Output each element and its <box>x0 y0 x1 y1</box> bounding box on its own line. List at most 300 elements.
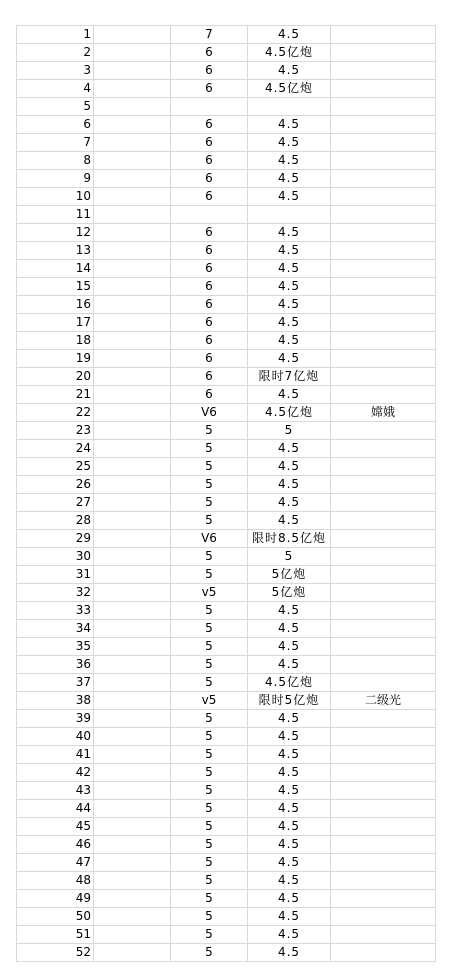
cell-value[interactable]: 4.5 <box>248 242 331 260</box>
cell-empty[interactable] <box>94 530 171 548</box>
cell-level[interactable]: V6 <box>171 404 248 422</box>
cell-row-number[interactable]: 15 <box>17 278 94 296</box>
cell-empty[interactable] <box>94 584 171 602</box>
cell-level[interactable]: 5 <box>171 656 248 674</box>
cell-note[interactable] <box>331 620 436 638</box>
cell-level[interactable]: 6 <box>171 62 248 80</box>
cell-row-number[interactable]: 43 <box>17 782 94 800</box>
cell-note[interactable] <box>331 152 436 170</box>
cell-empty[interactable] <box>94 944 171 962</box>
table-row <box>17 872 436 890</box>
cell-level[interactable]: 5 <box>171 476 248 494</box>
cell-value[interactable]: 4.5 <box>248 890 331 908</box>
cell-level[interactable]: 5 <box>171 782 248 800</box>
cell-row-number[interactable]: 33 <box>17 602 94 620</box>
cell-note[interactable] <box>331 548 436 566</box>
cell-row-number[interactable]: 45 <box>17 818 94 836</box>
cell-empty[interactable] <box>94 170 171 188</box>
cell-row-number[interactable]: 9 <box>17 170 94 188</box>
cell-value[interactable]: 4.5 <box>248 188 331 206</box>
cell-empty[interactable] <box>94 854 171 872</box>
cell-value[interactable]: 4.5 <box>248 152 331 170</box>
cell-empty[interactable] <box>94 566 171 584</box>
cell-note[interactable] <box>331 98 436 116</box>
cell-note[interactable] <box>331 44 436 62</box>
cell-note[interactable] <box>331 368 436 386</box>
cell-note[interactable] <box>331 674 436 692</box>
cell-empty[interactable] <box>94 278 171 296</box>
cell-empty[interactable] <box>94 494 171 512</box>
cell-empty[interactable] <box>94 746 171 764</box>
cell-empty[interactable] <box>94 638 171 656</box>
cell-value[interactable]: 4.5 <box>248 602 331 620</box>
cell-note[interactable] <box>331 62 436 80</box>
cell-empty[interactable] <box>94 296 171 314</box>
cell-level[interactable]: 6 <box>171 260 248 278</box>
cell-level[interactable]: 6 <box>171 368 248 386</box>
table-row <box>17 710 436 728</box>
cell-value[interactable]: 5亿炮 <box>248 584 331 602</box>
cell-level[interactable]: v5 <box>171 692 248 710</box>
cell-row-number[interactable]: 14 <box>17 260 94 278</box>
table-row <box>17 602 436 620</box>
cell-row-number[interactable]: 22 <box>17 404 94 422</box>
cell-value[interactable]: 5亿炮 <box>248 566 331 584</box>
cell-level[interactable]: 6 <box>171 386 248 404</box>
table-row <box>17 368 436 386</box>
cell-value[interactable]: 4.5 <box>248 854 331 872</box>
table-row <box>17 926 436 944</box>
cell-note[interactable] <box>331 278 436 296</box>
cell-row-number[interactable]: 4 <box>17 80 94 98</box>
cell-row-number[interactable]: 5 <box>17 98 94 116</box>
cell-value[interactable]: 4.5 <box>248 494 331 512</box>
cell-level[interactable]: 6 <box>171 152 248 170</box>
cell-value[interactable]: 4.5 <box>248 116 331 134</box>
cell-row-number[interactable]: 40 <box>17 728 94 746</box>
cell-row-number[interactable]: 41 <box>17 746 94 764</box>
table-row <box>17 782 436 800</box>
cell-value[interactable]: 4.5 <box>248 26 331 44</box>
cell-note[interactable] <box>331 386 436 404</box>
cell-value[interactable]: 4.5亿炮 <box>248 80 331 98</box>
table-row <box>17 422 436 440</box>
cell-note[interactable] <box>331 656 436 674</box>
cell-value[interactable]: 4.5 <box>248 62 331 80</box>
cell-empty[interactable] <box>94 782 171 800</box>
spreadsheet-body <box>17 26 436 962</box>
cell-row-number[interactable]: 47 <box>17 854 94 872</box>
cell-level[interactable]: 6 <box>171 116 248 134</box>
cell-note[interactable] <box>331 188 436 206</box>
cell-note[interactable] <box>331 854 436 872</box>
cell-level[interactable]: 6 <box>171 134 248 152</box>
cell-note[interactable] <box>331 494 436 512</box>
cell-value[interactable]: 4.5 <box>248 224 331 242</box>
cell-value[interactable]: 5 <box>248 548 331 566</box>
cell-note[interactable] <box>331 818 436 836</box>
cell-value[interactable]: 4.5 <box>248 512 331 530</box>
cell-empty[interactable] <box>94 116 171 134</box>
cell-note[interactable] <box>331 422 436 440</box>
cell-note[interactable] <box>331 890 436 908</box>
cell-value[interactable]: 4.5 <box>248 710 331 728</box>
cell-empty[interactable] <box>94 152 171 170</box>
cell-empty[interactable] <box>94 188 171 206</box>
cell-value[interactable]: 4.5 <box>248 926 331 944</box>
cell-level[interactable]: 5 <box>171 890 248 908</box>
cell-empty[interactable] <box>94 62 171 80</box>
cell-level[interactable]: 5 <box>171 638 248 656</box>
cell-row-number[interactable]: 8 <box>17 152 94 170</box>
cell-value[interactable]: 4.5 <box>248 386 331 404</box>
table-row <box>17 890 436 908</box>
cell-note[interactable] <box>331 584 436 602</box>
cell-row-number[interactable]: 28 <box>17 512 94 530</box>
cell-row-number[interactable]: 42 <box>17 764 94 782</box>
cell-row-number[interactable]: 6 <box>17 116 94 134</box>
cell-empty[interactable] <box>94 242 171 260</box>
cell-level[interactable]: 5 <box>171 764 248 782</box>
cell-empty[interactable] <box>94 836 171 854</box>
cell-row-number[interactable]: 32 <box>17 584 94 602</box>
cell-row-number[interactable]: 49 <box>17 890 94 908</box>
cell-row-number[interactable]: 44 <box>17 800 94 818</box>
cell-level[interactable]: v5 <box>171 584 248 602</box>
cell-row-number[interactable]: 16 <box>17 296 94 314</box>
cell-note[interactable] <box>331 926 436 944</box>
cell-empty[interactable] <box>94 350 171 368</box>
cell-empty[interactable] <box>94 404 171 422</box>
cell-note[interactable] <box>331 602 436 620</box>
cell-level[interactable]: 5 <box>171 602 248 620</box>
cell-level[interactable] <box>171 98 248 116</box>
cell-row-number[interactable]: 31 <box>17 566 94 584</box>
table-row <box>17 494 436 512</box>
cell-empty[interactable] <box>94 386 171 404</box>
cell-row-number[interactable]: 29 <box>17 530 94 548</box>
cell-note[interactable] <box>331 566 436 584</box>
cell-note[interactable] <box>331 296 436 314</box>
cell-value[interactable]: 4.5 <box>248 764 331 782</box>
table-row <box>17 314 436 332</box>
table-row <box>17 530 436 548</box>
cell-empty[interactable] <box>94 44 171 62</box>
cell-empty[interactable] <box>94 602 171 620</box>
cell-value[interactable]: 4.5 <box>248 260 331 278</box>
cell-value[interactable]: 4.5 <box>248 746 331 764</box>
cell-value[interactable]: 4.5 <box>248 638 331 656</box>
cell-note[interactable] <box>331 530 436 548</box>
cell-empty[interactable] <box>94 458 171 476</box>
cell-note[interactable] <box>331 314 436 332</box>
cell-row-number[interactable]: 1 <box>17 26 94 44</box>
cell-empty[interactable] <box>94 314 171 332</box>
cell-value[interactable]: 4.5 <box>248 656 331 674</box>
cell-empty[interactable] <box>94 260 171 278</box>
table-row <box>17 62 436 80</box>
table-row <box>17 242 436 260</box>
cell-level[interactable]: 6 <box>171 332 248 350</box>
cell-empty[interactable] <box>94 224 171 242</box>
cell-value[interactable]: 4.5 <box>248 908 331 926</box>
cell-empty[interactable] <box>94 692 171 710</box>
cell-level[interactable]: 5 <box>171 422 248 440</box>
cell-empty[interactable] <box>94 422 171 440</box>
cell-value[interactable]: 4.5 <box>248 800 331 818</box>
cell-value[interactable]: 4.5 <box>248 872 331 890</box>
cell-level[interactable]: 5 <box>171 440 248 458</box>
cell-level[interactable]: 5 <box>171 854 248 872</box>
cell-note[interactable] <box>331 746 436 764</box>
cell-value[interactable]: 4.5 <box>248 944 331 962</box>
cell-empty[interactable] <box>94 656 171 674</box>
cell-value[interactable]: 4.5 <box>248 476 331 494</box>
table-row <box>17 80 436 98</box>
cell-note[interactable] <box>331 944 436 962</box>
cell-level[interactable]: 5 <box>171 728 248 746</box>
cell-level[interactable]: 5 <box>171 566 248 584</box>
cell-value[interactable]: 4.5亿炮 <box>248 674 331 692</box>
cell-note[interactable] <box>331 26 436 44</box>
cell-value[interactable]: 4.5亿炮 <box>248 404 331 422</box>
cell-value[interactable]: 4.5 <box>248 728 331 746</box>
table-row <box>17 746 436 764</box>
cell-level[interactable]: 5 <box>171 458 248 476</box>
cell-note[interactable]: 二级光 <box>331 692 436 710</box>
table-row <box>17 350 436 368</box>
cell-row-number[interactable]: 26 <box>17 476 94 494</box>
cell-row-number[interactable]: 51 <box>17 926 94 944</box>
cell-row-number[interactable]: 46 <box>17 836 94 854</box>
table-row <box>17 620 436 638</box>
cell-value[interactable] <box>248 206 331 224</box>
cell-note[interactable]: 嫦娥 <box>331 404 436 422</box>
cell-row-number[interactable]: 24 <box>17 440 94 458</box>
cell-note[interactable] <box>331 782 436 800</box>
cell-row-number[interactable]: 25 <box>17 458 94 476</box>
cell-note[interactable] <box>331 206 436 224</box>
cell-empty[interactable] <box>94 206 171 224</box>
cell-value[interactable]: 4.5 <box>248 620 331 638</box>
cell-note[interactable] <box>331 710 436 728</box>
cell-level[interactable]: V6 <box>171 530 248 548</box>
cell-empty[interactable] <box>94 548 171 566</box>
table-row <box>17 116 436 134</box>
cell-note[interactable] <box>331 512 436 530</box>
cell-note[interactable] <box>331 260 436 278</box>
cell-empty[interactable] <box>94 926 171 944</box>
table-row <box>17 134 436 152</box>
cell-note[interactable] <box>331 764 436 782</box>
cell-row-number[interactable]: 12 <box>17 224 94 242</box>
cell-value[interactable]: 5 <box>248 422 331 440</box>
cell-row-number[interactable]: 34 <box>17 620 94 638</box>
table-row <box>17 386 436 404</box>
cell-note[interactable] <box>331 134 436 152</box>
cell-empty[interactable] <box>94 368 171 386</box>
cell-note[interactable] <box>331 836 436 854</box>
cell-row-number[interactable]: 10 <box>17 188 94 206</box>
cell-empty[interactable] <box>94 674 171 692</box>
cell-value[interactable]: 4.5 <box>248 782 331 800</box>
cell-value[interactable]: 4.5 <box>248 458 331 476</box>
cell-note[interactable] <box>331 728 436 746</box>
cell-row-number[interactable]: 7 <box>17 134 94 152</box>
table-row <box>17 188 436 206</box>
table-row <box>17 404 436 422</box>
cell-row-number[interactable]: 48 <box>17 872 94 890</box>
cell-row-number[interactable]: 50 <box>17 908 94 926</box>
cell-row-number[interactable]: 13 <box>17 242 94 260</box>
cell-level[interactable]: 5 <box>171 944 248 962</box>
cell-level[interactable]: 6 <box>171 350 248 368</box>
cell-row-number[interactable]: 52 <box>17 944 94 962</box>
cell-empty[interactable] <box>94 440 171 458</box>
cell-empty[interactable] <box>94 512 171 530</box>
table-row <box>17 566 436 584</box>
cell-level[interactable]: 5 <box>171 746 248 764</box>
cell-empty[interactable] <box>94 98 171 116</box>
table-row <box>17 638 436 656</box>
cell-value[interactable] <box>248 98 331 116</box>
cell-value[interactable]: 4.5 <box>248 836 331 854</box>
cell-empty[interactable] <box>94 890 171 908</box>
cell-note[interactable] <box>331 116 436 134</box>
cell-level[interactable]: 5 <box>171 710 248 728</box>
cell-level[interactable]: 6 <box>171 314 248 332</box>
cell-level[interactable]: 6 <box>171 44 248 62</box>
cell-note[interactable] <box>331 224 436 242</box>
cell-row-number[interactable]: 3 <box>17 62 94 80</box>
cell-empty[interactable] <box>94 764 171 782</box>
cell-empty[interactable] <box>94 908 171 926</box>
cell-row-number[interactable]: 23 <box>17 422 94 440</box>
cell-level[interactable]: 5 <box>171 494 248 512</box>
cell-note[interactable] <box>331 476 436 494</box>
cell-value[interactable]: 4.5 <box>248 134 331 152</box>
table-row <box>17 296 436 314</box>
cell-empty[interactable] <box>94 710 171 728</box>
table-row <box>17 764 436 782</box>
cell-level[interactable]: 5 <box>171 512 248 530</box>
cell-level[interactable]: 7 <box>171 26 248 44</box>
cell-row-number[interactable]: 21 <box>17 386 94 404</box>
cell-value[interactable]: 限时7亿炮 <box>248 368 331 386</box>
cell-empty[interactable] <box>94 332 171 350</box>
cell-value[interactable]: 限时5亿炮 <box>248 692 331 710</box>
cell-level[interactable]: 6 <box>171 224 248 242</box>
cell-row-number[interactable]: 18 <box>17 332 94 350</box>
cell-row-number[interactable]: 2 <box>17 44 94 62</box>
cell-empty[interactable] <box>94 476 171 494</box>
table-row <box>17 818 436 836</box>
cell-note[interactable] <box>331 332 436 350</box>
cell-level[interactable]: 5 <box>171 908 248 926</box>
cell-value[interactable]: 4.5亿炮 <box>248 44 331 62</box>
cell-row-number[interactable]: 19 <box>17 350 94 368</box>
cell-row-number[interactable]: 11 <box>17 206 94 224</box>
table-row <box>17 278 436 296</box>
cell-row-number[interactable]: 39 <box>17 710 94 728</box>
cell-note[interactable] <box>331 440 436 458</box>
cell-level[interactable]: 6 <box>171 170 248 188</box>
cell-note[interactable] <box>331 350 436 368</box>
cell-empty[interactable] <box>94 818 171 836</box>
cell-value[interactable]: 4.5 <box>248 818 331 836</box>
cell-level[interactable]: 5 <box>171 674 248 692</box>
table-row <box>17 260 436 278</box>
cell-row-number[interactable]: 35 <box>17 638 94 656</box>
cell-empty[interactable] <box>94 620 171 638</box>
cell-level[interactable]: 6 <box>171 242 248 260</box>
cell-row-number[interactable]: 17 <box>17 314 94 332</box>
cell-level[interactable]: 6 <box>171 296 248 314</box>
cell-value[interactable]: 4.5 <box>248 314 331 332</box>
table-row <box>17 440 436 458</box>
cell-empty[interactable] <box>94 728 171 746</box>
cell-level[interactable]: 5 <box>171 620 248 638</box>
cell-note[interactable] <box>331 242 436 260</box>
cell-empty[interactable] <box>94 800 171 818</box>
cell-note[interactable] <box>331 872 436 890</box>
cell-row-number[interactable]: 37 <box>17 674 94 692</box>
cell-value[interactable]: 4.5 <box>248 350 331 368</box>
cell-value[interactable]: 4.5 <box>248 170 331 188</box>
cell-empty[interactable] <box>94 80 171 98</box>
cell-row-number[interactable]: 27 <box>17 494 94 512</box>
cell-level[interactable]: 5 <box>171 800 248 818</box>
cell-value[interactable]: 4.5 <box>248 332 331 350</box>
cell-value[interactable]: 4.5 <box>248 440 331 458</box>
table-row <box>17 656 436 674</box>
table-row <box>17 692 436 710</box>
cell-note[interactable] <box>331 458 436 476</box>
cell-row-number[interactable]: 36 <box>17 656 94 674</box>
cell-note[interactable] <box>331 908 436 926</box>
table-row <box>17 674 436 692</box>
table-row <box>17 728 436 746</box>
cell-empty[interactable] <box>94 134 171 152</box>
cell-row-number[interactable]: 38 <box>17 692 94 710</box>
spreadsheet-grid <box>16 25 436 962</box>
cell-level[interactable]: 5 <box>171 872 248 890</box>
table-row <box>17 26 436 44</box>
cell-level[interactable]: 5 <box>171 836 248 854</box>
table-row <box>17 332 436 350</box>
cell-empty[interactable] <box>94 26 171 44</box>
cell-level[interactable]: 6 <box>171 188 248 206</box>
table-row <box>17 170 436 188</box>
cell-level[interactable]: 5 <box>171 548 248 566</box>
cell-level[interactable]: 6 <box>171 278 248 296</box>
cell-empty[interactable] <box>94 872 171 890</box>
cell-level[interactable]: 6 <box>171 80 248 98</box>
cell-level[interactable]: 5 <box>171 926 248 944</box>
cell-level[interactable] <box>171 206 248 224</box>
cell-row-number[interactable]: 30 <box>17 548 94 566</box>
cell-row-number[interactable]: 20 <box>17 368 94 386</box>
cell-value[interactable]: 4.5 <box>248 296 331 314</box>
cell-level[interactable]: 5 <box>171 818 248 836</box>
cell-value[interactable]: 4.5 <box>248 278 331 296</box>
cell-note[interactable] <box>331 170 436 188</box>
table-row <box>17 584 436 602</box>
cell-note[interactable] <box>331 80 436 98</box>
cell-value[interactable]: 限时8.5亿炮 <box>248 530 331 548</box>
cell-note[interactable] <box>331 800 436 818</box>
cell-note[interactable] <box>331 638 436 656</box>
